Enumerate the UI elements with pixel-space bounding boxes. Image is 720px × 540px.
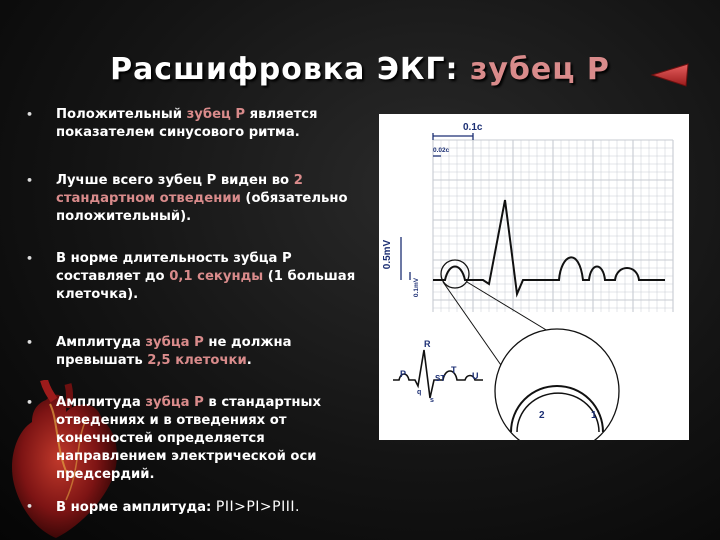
bullet-item [26, 498, 366, 517]
bullet-text: Амплитуда [56, 335, 146, 350]
bullet-marker: • [26, 500, 34, 513]
ecg-grid [433, 140, 673, 312]
bullet-text: (1 большая клеточка). [56, 269, 356, 302]
bullet-text: является показателем синусового ритма. [56, 107, 318, 140]
highlighted-text: зубца Р [145, 335, 204, 350]
back-arrow-icon[interactable] [650, 62, 690, 88]
wave-label-u: U [472, 371, 479, 381]
bullet-text: (обязательно положительный). [56, 191, 348, 224]
zoom-label-1: 1 [591, 410, 597, 421]
bullet-text: В норме амплитуда: [56, 500, 216, 515]
bullet-text: Положительный [56, 107, 187, 122]
small-time-scale-label: 0.02с [433, 147, 450, 154]
small-volt-scale-label: 0.1mV [413, 277, 421, 298]
bullet-text: PII>PI>PIII. [215, 499, 300, 515]
bullet-marker: • [26, 174, 34, 187]
highlighted-text: зубец Р [186, 107, 246, 122]
zoom-label-2: 2 [539, 410, 545, 421]
bullet-list [26, 106, 366, 517]
bullet-marker: • [26, 108, 34, 121]
highlighted-text: 0,1 секунды [169, 269, 264, 284]
bullet-marker: • [26, 396, 34, 409]
bullet-text: не должна превышать [56, 335, 292, 368]
wave-label-q: q [417, 389, 422, 396]
ecg-drawing [379, 114, 689, 440]
bullet-text: Лучше всего зубец Р виден во [56, 173, 294, 188]
bullet-item [26, 172, 366, 226]
bullet-item [26, 334, 366, 370]
wave-label-st: ST [435, 374, 446, 383]
ecg-diagram [379, 114, 689, 440]
bullet-item [26, 250, 366, 304]
slide-title-main: Расшифровка ЭКГ: [110, 52, 470, 87]
highlighted-text: 2,5 клеточки [147, 353, 247, 368]
bullet-text: в стандартных отведениях и в отведениях от конечностей определяется направлением электрической оси предсердий. [56, 395, 321, 482]
bullet-text: . [246, 353, 252, 368]
p-wave-zoom-circle [495, 329, 619, 440]
wave-label-t: T [451, 365, 457, 375]
bullet-item [26, 394, 366, 484]
volt-scale-label: 0.5mV [382, 239, 394, 270]
time-scale-label: 0.1с [463, 122, 483, 133]
wave-label-p: P [400, 369, 407, 379]
wave-label-s: s [430, 397, 434, 404]
slide-title [0, 52, 720, 87]
slide-title-accent: зубец P [469, 52, 610, 87]
highlighted-text: 2 стандартном отведении [56, 173, 303, 206]
bullet-item [26, 106, 366, 142]
bullet-text: В норме длительность зубца Р составляет до [56, 251, 292, 284]
wave-label-r: R [424, 339, 431, 349]
bullet-text: Амплитуда [56, 395, 146, 410]
bullet-marker: • [26, 336, 34, 349]
bullet-marker: • [26, 252, 34, 265]
highlighted-text: зубца Р [145, 395, 204, 410]
